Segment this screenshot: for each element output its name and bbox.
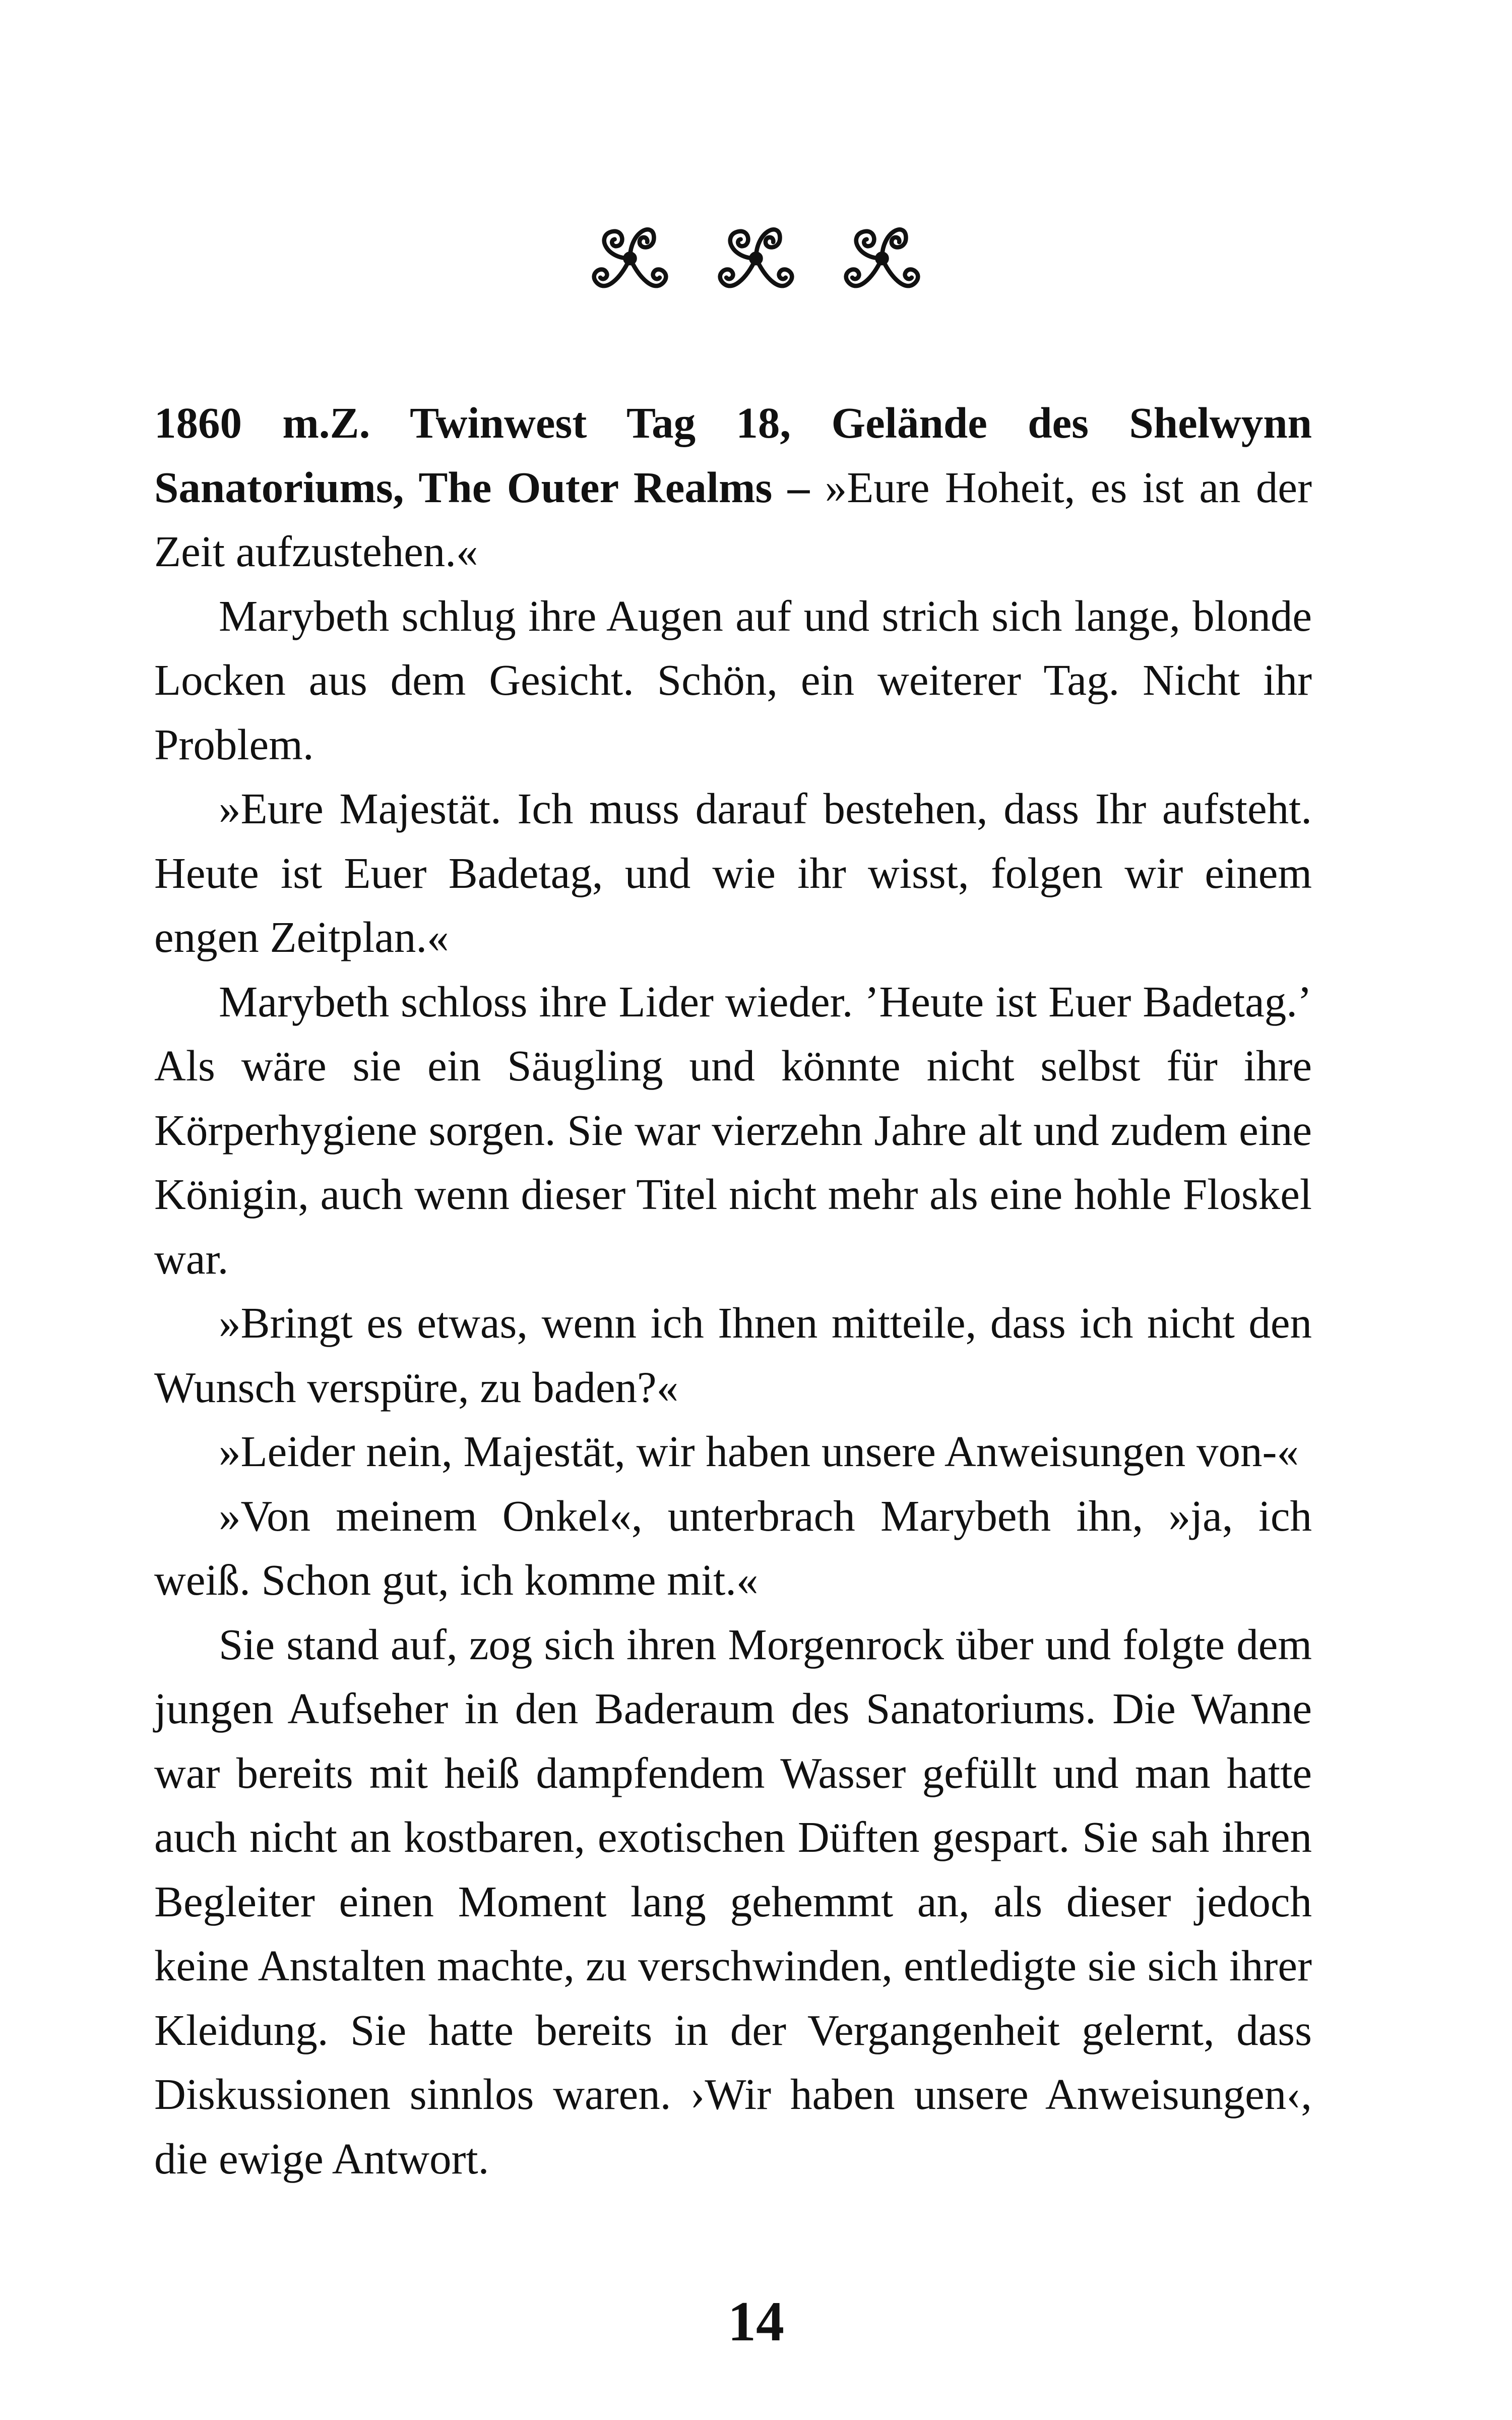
triskelion-icon bbox=[834, 202, 930, 308]
paragraph: »Bringt es etwas, wenn ich Ihnen mitteile, dass ich nicht den Wunsch verspüre, zu baden?« bbox=[154, 1298, 1312, 1412]
paragraph-opening bbox=[154, 391, 1312, 584]
paragraph-text: »Eure Hoheit, es ist an der Zeit aufzustehen.« bbox=[154, 462, 1312, 576]
paragraph: »Von meinem Onkel«, unterbrach Marybeth ihn, »ja, ich weiß. Schon gut, ich komme mit.« bbox=[154, 1491, 1312, 1604]
page-number: 14 bbox=[728, 2290, 784, 2353]
paragraph: Sie stand auf, zog sich ihren Morgenrock über und folgte dem jungen Aufseher in den Baderaum des Sanatoriums. Die Wanne war bereits mit heiß dampfendem Wasser gefüllt und man hatte auch nicht an kostbaren, exotischen Düften gespart. Sie sah ihren Begleiter einen Moment lang gehemmt an, als dieser jedoch keine Anstalten machte, zu verschwinden, entledigte sie sich ihrer Kleidung. Sie hatte bereits in der Vergangenheit gelernt, dass Diskussionen sinnlos waren. ›Wir haben unsere Anweisungen‹, die ewige Antwort. bbox=[154, 1619, 1312, 2183]
triskelion-icon bbox=[708, 202, 804, 308]
section-break-ornaments bbox=[0, 202, 1512, 318]
body-text bbox=[154, 391, 1312, 2191]
paragraph: »Leider nein, Majestät, wir haben unsere Anweisungen von-« bbox=[219, 1427, 1299, 1476]
paragraph: »Eure Majestät. Ich muss darauf bestehen, dass Ihr aufsteht. Heute ist Euer Badetag, und wie ihr wisst, folgen wir einem engen Zeitplan.« bbox=[154, 784, 1312, 961]
paragraph: Marybeth schloss ihre Lider wieder. ’Heute ist Euer Badetag.’ Als wäre sie ein Säugling und könnte nicht selbst für ihre Körperhygiene sorgen. Sie war vierzehn Jahre alt und zudem eine Königin, auch wenn dieser Titel nicht mehr als eine hohle Floskel war. bbox=[154, 977, 1312, 1283]
triskelion-icon bbox=[582, 202, 678, 308]
scene-heading: 1860 m.Z. Twinwest Tag 18, Gelände des Shelwynn Sanatoriums, The Outer Realms – bbox=[154, 398, 1312, 512]
paragraph: Marybeth schlug ihre Augen auf und strich sich lange, blonde Locken aus dem Gesicht. Schön, ein weiterer Tag. Nicht ihr Problem. bbox=[154, 591, 1312, 769]
